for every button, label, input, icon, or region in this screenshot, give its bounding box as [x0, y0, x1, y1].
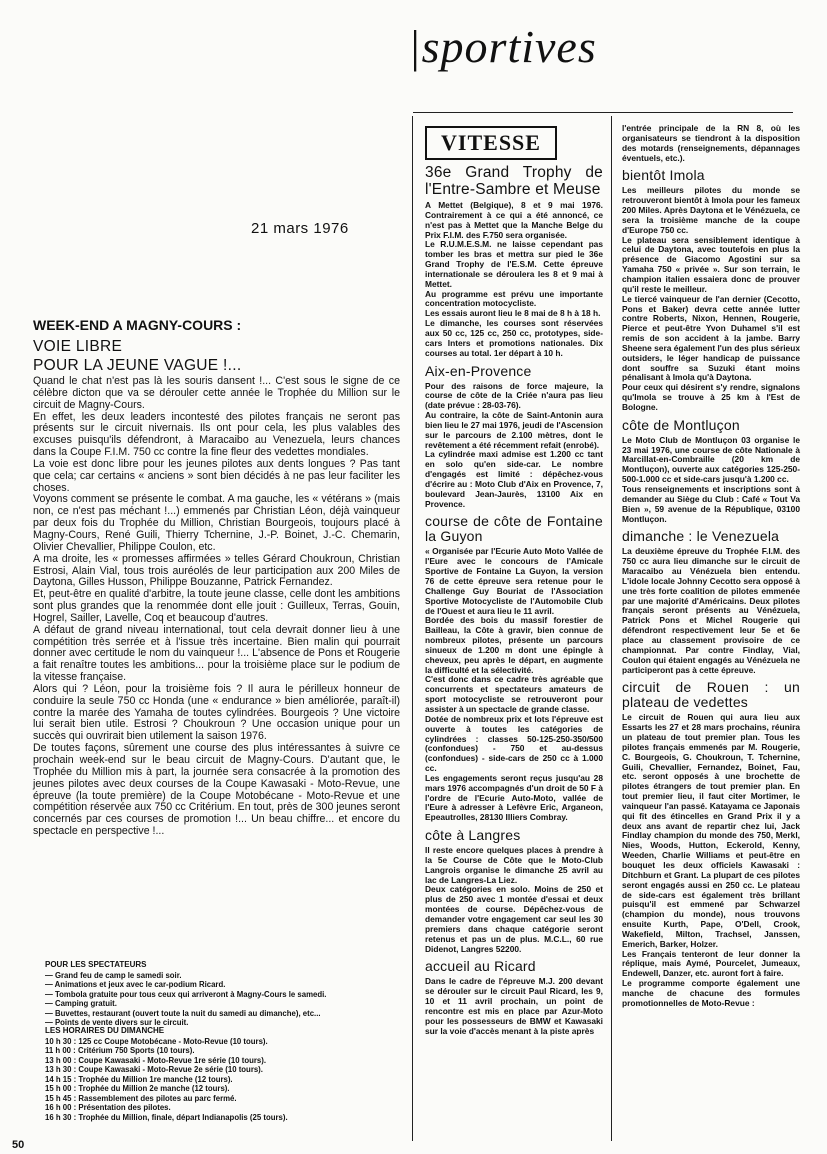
article-paragraph: La deuxième épreuve du Trophée F.I.M. des 750 cc aura lieu dimanche sur le circuit de Maracaibo au Vénézuela bien entendu. L'idole locale Johnny Cecotto sera opposé à une très forte coalition de pilotes emmenée par une majorité d'Américains. Deux pilotes français seront présents au Vénézuela, Patrick Pons et Michel Rougerie qui défendront respectivement leur 5e et 6e place au classement provisoire de ce championnat. Par contre Findlay, Vial, Coulon qui étaient engagés au Vénézuela ne participeront pas à cette épreuve.: [622, 546, 800, 675]
article-title: 36e Grand Trophy de l'Entre-Sambre et Meuse: [425, 164, 603, 198]
article-title: course de côte de Fontaine la Guyon: [425, 513, 603, 545]
article-paragraph: C'est donc dans ce cadre très agréable que concurrents et spectateurs amateurs de sport motocycliste se retrouveront pour assister à un spectacle de grande classe.: [425, 674, 603, 714]
article-paragraph: Voyons comment se présente le combat. A ma gauche, les « vétérans » (mais non, ce n'est pas méchant !...) emmenés par Christian Léon, déjà vainqueur par deux fois du Trophée du Million, Christian Bourgeois, toujours placé à Magny-Cours, René Guili, Thierry Tchernine, J.-P. Boinet, J.-C. Chemarin, Olivier Chevallier, Philippe Coulon, etc.: [33, 493, 400, 553]
article-kicker: WEEK-END A MAGNY-COURS :: [33, 317, 242, 333]
article-paragraph: En effet, les deux leaders incontesté des pilotes français ne seront pas présents sur le circuit nivernais. Ils ont pour cela, les plus valables des excuses puisqu'ils défendront, à Maracaibo au Venezuela, leurs chances dans la Coupe F.I.M. 750 cc contre la fine fleur des vedettes mondiales.: [33, 410, 400, 459]
column-divider-right: [611, 116, 612, 1141]
article-paragraph: Il reste encore quelques places à prendre à la 5e Course de Côte que le Moto-Club Langrois organise le dimanche 25 avril au lac de Langres-La Liez.: [425, 845, 603, 885]
article-paragraph: Pour des raisons de force majeure, la course de côte de la Criée n'aura pas lieu (date prévue : 28-03-76).: [425, 380, 603, 411]
schedule-item: 13 h 00 : Coupe Kawasaki - Moto-Revue 1re série (10 tours).: [45, 1055, 266, 1065]
schedule-item: 13 h 30 : Coupe Kawasaki - Moto-Revue 2e série (10 tours).: [45, 1065, 263, 1074]
article-paragraph: Le tiercé vainqueur de l'an dernier (Cecotto, Pons et Baker) devra cette année lutter contre Roberts, Nixon, Hennen, Rougerie, Pierce et peut-être Yvon Duhamel s'il est remis de son accident à la jambe. Barry Sheene sera également l'un des plus sérieux outsiders, le léger handicap de puissance dont souffre sa Suzuki étant moins pénalisant à Imola qu'à Daytona.: [622, 293, 800, 383]
schedule-item: 10 h 30 : 125 cc Coupe Motobécane - Moto-Revue (10 tours).: [45, 1036, 268, 1046]
vitesse-banner: VITESSE: [425, 126, 557, 160]
page-number: 50: [12, 1139, 25, 1151]
spectators-item: — Buvettes, restaurant (ouvert toute la nuit du samedi au dimanche), etc...: [45, 1008, 321, 1018]
article-paragraph: A ma droite, les « promesses affirmées » telles Gérard Choukroun, Christian Estrosi, Alain Vial, tous trois auréolés de leur participation aux 200 Miles de Daytona, Gilles Husson, Philippe Bouzanne, Patrick Fernandez.: [33, 552, 400, 589]
article-paragraph: Pour ceux qui désirent s'y rendre, signalons qu'Imola se trouve à 25 km à l'Est de Bologne.: [622, 382, 800, 412]
article-paragraph: Tous renseignements et inscriptions sont à demander au Siège du Club : Café « Tout Va Bien », 59 avenue de la République, 03100 Montluçon.: [622, 484, 800, 524]
article-paragraph: Quand le chat n'est pas là les souris dansent !... C'est sous le signe de ce célèbre dicton que va se dérouler cette année le Trophée du Million sur le circuit de Magny-Cours.: [33, 375, 400, 411]
spectators-item: — Camping gratuit.: [45, 999, 117, 1008]
spectators-item: — Points de vente divers sur le circuit.: [45, 1018, 189, 1027]
article-paragraph: « Organisée par l'Ecurie Auto Moto Vallée de l'Eure avec le concours de l'Amicale Sportive de Fontaine La Guyon, la version 76 de cette épreuve sera retenue pour le Challenge Guy Bouriat de l'Association Sportive Motocycliste de l'Automobile Club de l'Ouest et aura lieu le 11 avril.: [425, 546, 603, 616]
article-title: bientôt Imola: [622, 167, 705, 184]
article-headline-1: VOIE LIBRE: [33, 338, 123, 355]
schedule-item: 16 h 00 : Présentation des pilotes.: [45, 1103, 171, 1112]
article-paragraph: Alors qui ? Léon, pour la troisième fois ? Il aura le périlleux honneur de conduire la seule 750 cc Honda (une « endurance » bien améliorée, paraît-il) contre la marée des Yamaha de toutes cylindrées. Bourgeois ? Une victoire lui serait bien utile. Estrosi ? Choukroun ? Une occasion unique pour un succès qui ouvrirait bien utilement la saison 1976.: [33, 682, 400, 743]
article-paragraph: Au contraire, la côte de Saint-Antonin aura bien lieu le 27 mai 1976, jeudi de l'Ascension sur le parcours de 2.100 mètres, dont le revêtement a été récemment refait (enrobé).: [425, 410, 603, 450]
article-paragraph: A Mettet (Belgique), 8 et 9 mai 1976. Contrairement à ce qui a été annoncé, ce n'est pas à Mettet que la Manche Belge du Prix F.I.M. des F.750 sera organisée.: [425, 200, 603, 240]
schedule-item: 14 h 15 : Trophée du Million 1re manche (12 tours).: [45, 1074, 233, 1084]
schedule-box: [45, 1026, 405, 1122]
schedule-item: 15 h 00 : Trophée du Million 2e manche (12 tours).: [45, 1084, 230, 1093]
article-paragraph: Au programme est prévu une importante concentration motocycliste.: [425, 288, 603, 309]
article-title: côte à Langres: [425, 827, 521, 844]
schedule-item: 15 h 45 : Rassemblement des pilotes au parc fermé.: [45, 1093, 237, 1103]
article-body: [33, 376, 400, 838]
article-title: côte de Montluçon: [622, 416, 740, 433]
article-paragraph: Les Français tenteront de leur donner la réplique, mais Aymé, Pourcelet, Jumeaux, Endewell, Danzer, etc. auront fort à faire.: [622, 948, 800, 979]
header-rule: [413, 112, 793, 113]
article-paragraph: Et, peut-être en qualité d'arbitre, la toute jeune classe, celle dont les ambitions sont plus grandes que la renommée dont elle jouit : Guilleux, Terras, Gouin, Hogrel, Sailler, Lavelle, Coq et beaucoup d'autres.: [33, 588, 400, 624]
spectators-item: — Animations et jeux avec le car-podium Ricard.: [45, 980, 226, 989]
article-title: dimanche : le Venezuela: [622, 528, 780, 545]
article-paragraph: Le circuit de Rouen qui aura lieu aux Essarts les 27 et 28 mars prochains, réunira un plateau de tout premier plan. Tous les pilotes français emmenés par M. Rougerie, C. Bourgeois, G. Choukroun, T. Tchernine, Guili, Chevallier, Fernandez, Boinet, Fau, etc. seront opposés à une brochette de pilotes étrangers de tout premier plan. En tout premier lieu, il faut citer Mortimer, le vainqueur l'an passé. Katayama ce Japonais qui fit des étincelles en Grand Prix il y a deux ans avant de repartir chez lui, Jack Findlay champion du monde des 750, Merkl, Nies, Woods, Hutton, Eckerold, Kenny, Weeden, Charlie Williams et peut-être en bouquet les deux officiels Kawasaki : Ditchburn et Grant. La plupart de ces pilotes seront engagés aussi en 250 cc. Le plateau de side-cars est également très brillant puisqu'il est emmené par Schwarzel (champion du monde), nous trouvons ensuite Kurth, Pape, O'Dell, Crook, Wakefield, Milton, Trachsel, Janssen, Emerich, Barker, Holzer.: [622, 712, 800, 949]
article-paragraph: Le plateau sera sensiblement identique à celui de Daytona, avec toutefois en plus la présence de Giacomo Agostini sur sa Yamaha 750 « privée ». Sur son terrain, le champion italien essaiera donc de prouver qu'il reste le meilleur.: [622, 234, 800, 294]
issue-date: 21 mars 1976: [251, 220, 349, 237]
article-title: circuit de Rouen : un plateau de vedettes: [622, 679, 800, 711]
spectators-item: — Grand feu de camp le samedi soir.: [45, 970, 182, 980]
article-paragraph: Bordée des bois du massif forestier de Bailleau, la Côte à gravir, bien connue de nombreux pilotes, présente un parcours sinueux de 1.200 m dont une épingle à cheveux, peu après le départ, en augmente la difficulté et la sélectivité.: [425, 615, 603, 675]
article-title: accueil au Ricard: [425, 958, 536, 975]
spectators-heading: POUR LES SPECTATEURS: [45, 960, 147, 969]
article-paragraph: Les essais auront lieu le 8 mai de 8 h à 18 h.: [425, 308, 601, 319]
spectators-item: — Tombola gratuite pour tous ceux qui arriveront à Magny-Cours le samedi.: [45, 989, 327, 999]
schedule-heading: LES HORAIRES DU DIMANCHE: [45, 1026, 165, 1035]
column-divider-left: [412, 116, 413, 1141]
article-headline-2: POUR LA JEUNE VAGUE !...: [33, 357, 242, 374]
article-paragraph: Dotée de nombreux prix et lots l'épreuve est ouverte à toutes les catégories de cylindrées : classes 50-125-250-350/500 (confondues) - 750 et au-dessus (confondues) - side-cars de 250 cc à 1.000 cc.: [425, 713, 603, 774]
article-paragraph: A défaut de grand niveau international, tout cela devrait donner lieu à une compétition très serrée et à l'issue très incertaine. Bien malin qui pourrait donner avec certitude le nom du vainqueur !... L'absence de Pons et Rougerie a fait renaître toutes les ambitions... pour la troisième place sur le podium de la vitesse française.: [33, 623, 400, 684]
article-paragraph: Dans le cadre de l'épreuve M.J. 200 devant se dérouler sur le circuit Paul Ricard, les 9, 10 et 11 avril prochain, un point de rencontre est mis en place par Azur-Moto pour les possesseurs de BMW et Kawasaki sur la voie d'accès menant à la piste après: [425, 976, 603, 1036]
article-title: Aix-en-Provence: [425, 362, 532, 379]
article-paragraph: De toutes façons, sûrement une course des plus intéressantes à suivre ce prochain week-end sur le beau circuit de Magny-Cours. D'autant que, le Trophée du Million mis à part, la journée sera consacrée à la promotion des jeunes pilotes avec deux courses de la Coupe Kawasaki - Moto-Revue, une épreuve (la toute première) de la Coupe Motobécane - Moto-Revue et une compétition réservée aux 750 cc Critérium. En tout, près de 300 jeunes seront concernés par ces courses de promotion !... Un beau chiffre... et encore du spectacle en perspective !...: [33, 742, 400, 838]
main-article: [33, 317, 400, 838]
middle-column: [425, 126, 603, 1036]
article-paragraph: Le R.U.M.E.S.M. ne laisse cependant pas tomber les bras et mettra sur pied le 36e Grand Trophy de l'E.S.M. Cette épreuve internationale se déroulera les 8 et 9 mai à Mettet.: [425, 239, 603, 289]
section-title: |sportives: [408, 21, 597, 72]
article-paragraph: Le dimanche, les courses sont réservées aux 50 cc, 125 cc, 250 cc, prototypes, side-cars Inters et promotions nationales. Dix courses au total. 1er départ à 10 h.: [425, 318, 603, 358]
spectators-box: [45, 960, 405, 1028]
article-paragraph: La cylindrée maxi admise est 1.200 cc tant en solo qu'en side-car. Le nombre d'engagés est limité : dépêchez-vous d'écrire au : Moto Club d'Aix en Provence, 7, boulevard Jean-Jaurès, 13100 Aix en Provence.: [425, 449, 603, 509]
article-paragraph: Le Moto Club de Montluçon 03 organise le 23 mai 1976, une course de côte Nationale à Marcillat-en-Combraille (20 km de Montluçon), ouverte aux catégories 125-250-500-1.000 cc et side-cars jusqu'à 1.200 cc.: [622, 434, 800, 485]
article-paragraph: Les meilleurs pilotes du monde se retrouveront bientôt à Imola pour les fameux 200 Miles. Après Daytona et le Vénézuela, ce sera la troisième manche de la coupe d'Europe 750 cc.: [622, 185, 800, 235]
article-paragraph: l'entrée principale de la RN 8, où les organisateurs se tiendront à la disposition des motards (renseignements, dépannages éventuels, etc.).: [622, 123, 800, 163]
article-paragraph: Deux catégories en solo. Moins de 250 et plus de 250 avec 1 montée d'essai et deux montées de course. Dépêchez-vous de demander votre engagement car seul les 30 premiers dans chaque catégorie seront retenus et pas un de plus. M.C.L., 60 rue Didenot, Langres 52200.: [425, 884, 603, 954]
article-paragraph: Le programme comporte également une manche de chacune des formules promotionnelles de Moto-Revue :: [622, 978, 800, 1008]
schedule-item: 16 h 30 : Trophée du Million, finale, départ Indianapolis (25 tours).: [45, 1112, 288, 1122]
schedule-item: 11 h 00 : Critérium 750 Sports (10 tours).: [45, 1046, 195, 1055]
right-column: [622, 124, 800, 1009]
article-paragraph: Les engagements seront reçus jusqu'au 28 mars 1976 accompagnés d'un droit de 50 F à l'ordre de l'Ecurie Auto-Moto, vallée de l'Eure à adresser à Lefèvre Eric, Arganeon, Epeautrolles, 28130 Illiers Combray.: [425, 772, 603, 823]
article-paragraph: La voie est donc libre pour les jeunes pilotes aux dents longues ? Pas tant que cela; car certains « anciens » sont bien décidés à ne pas leur faciliter les choses.: [33, 457, 400, 494]
